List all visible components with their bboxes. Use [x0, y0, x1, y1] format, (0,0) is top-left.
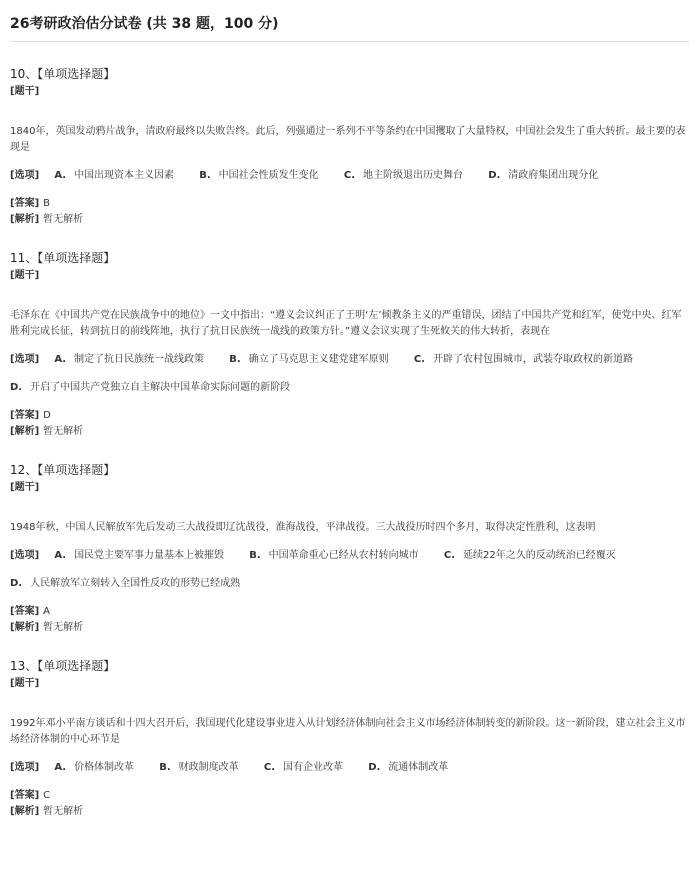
option-text: 延续22年之久的反动统治已经覆灭: [463, 550, 616, 561]
analysis-value: 暂无解析: [43, 806, 84, 817]
option-text: 中国革命重心已经从农村转向城市: [268, 550, 419, 561]
page-title: 26考研政治估分试卷 (共 38 题，100 分): [10, 0, 689, 42]
options-row-2: [10, 576, 689, 592]
answer-row: [10, 788, 689, 804]
option-letter: D.: [10, 578, 23, 589]
answer-label: [答案]: [10, 606, 40, 617]
analysis-value: 暂无解析: [43, 426, 84, 437]
answer-label: [答案]: [10, 410, 40, 421]
question-stem: 1992年邓小平南方谈话和十四大召开后，我国现代化建设事业进入从计划经济体制向社会主义市场经济体制转变的新阶段。这一新阶段，建立社会主义市场经济体制的中心环节是: [10, 718, 686, 745]
option-letter: A.: [54, 170, 67, 181]
option-letter: A.: [54, 550, 67, 561]
option-letter: A.: [54, 762, 67, 773]
option-text: 清政府集团出现分化: [508, 170, 599, 181]
option-text: 人民解放军立刻转入全国性反攻的形势已经成熟: [30, 578, 241, 589]
option-a: [54, 550, 224, 561]
question-item: [10, 66, 689, 228]
option-letter: D.: [10, 382, 23, 393]
option-b: [199, 170, 318, 181]
analysis-value: 暂无解析: [43, 214, 84, 225]
answer-label: [答案]: [10, 790, 40, 801]
option-text: 制定了抗日民族统一战线政策: [74, 354, 205, 365]
option-text: 中国出现资本主义因素: [74, 170, 175, 181]
question-heading: 11、【单项选择题】: [10, 251, 116, 265]
question-stem: 1948年秋，中国人民解放军先后发动三大战役即辽沈战役，淮海战役，平津战役。三大战役历时四个多月，取得决定性胜利，这表明: [10, 522, 596, 533]
options-label: [选项]: [10, 762, 40, 773]
option-b: [229, 354, 388, 365]
option-text: 确立了马克思主义建党建军原则: [248, 354, 389, 365]
options-row: [10, 760, 689, 776]
option-a: [54, 170, 174, 181]
answer-row: [10, 196, 689, 212]
option-c: [344, 170, 463, 181]
option-c: [444, 550, 616, 561]
analysis-row: [10, 424, 689, 440]
option-text: 国民党主要军事力量基本上被摧毁: [74, 550, 225, 561]
answer-row: [10, 408, 689, 424]
question-stem: 1840年，英国发动鸦片战争，清政府最终以失败告终。此后，列强通过一系列不平等条约在中国攫取了大量特权，中国社会发生了重大转折。最主要的表现是: [10, 126, 686, 153]
option-c: [264, 762, 343, 773]
answer-label: [答案]: [10, 198, 40, 209]
option-d: [10, 382, 290, 393]
option-letter: D.: [488, 170, 501, 181]
option-d: [368, 762, 448, 773]
stem-label: [题干]: [10, 86, 40, 97]
options-label: [选项]: [10, 354, 40, 365]
stem-label: [题干]: [10, 678, 40, 689]
option-text: 开辟了农村包围城市，武装夺取政权的新道路: [433, 354, 633, 365]
answer-value: D: [43, 410, 51, 421]
question-stem: 毛泽东在《中国共产党在民族战争中的地位》一文中指出：“遵义会议纠正了王明‘左’倾教条主义的严重错误，团结了中国共产党和红军，使党中央、红军胜利完成长征，转到抗日的前线阵地，执行了抗日民族统一战线的政策方针。”遵义会议实现了生死攸关的伟大转折，表现在: [10, 310, 682, 337]
options-row: [10, 352, 689, 368]
option-text: 财政制度改革: [178, 762, 239, 773]
analysis-row: [10, 804, 689, 820]
stem-label: [题干]: [10, 482, 40, 493]
question-heading: 13、【单项选择题】: [10, 659, 116, 673]
option-text: 价格体制改革: [74, 762, 135, 773]
analysis-label: [解析]: [10, 426, 40, 437]
option-letter: C.: [263, 762, 275, 773]
option-letter: B.: [199, 170, 211, 181]
option-letter: B.: [159, 762, 171, 773]
options-label: [选项]: [10, 170, 40, 181]
option-text: 中国社会性质发生变化: [218, 170, 319, 181]
option-a: [54, 354, 204, 365]
answer-value: B: [43, 198, 51, 209]
option-letter: C.: [413, 354, 425, 365]
options-row: [10, 168, 689, 184]
option-text: 流通体制改革: [388, 762, 449, 773]
option-letter: C.: [443, 550, 455, 561]
answer-row: [10, 604, 689, 620]
option-letter: B.: [249, 550, 261, 561]
option-b: [159, 762, 238, 773]
option-a: [54, 762, 134, 773]
answer-value: C: [43, 790, 51, 801]
option-d: [488, 170, 598, 181]
question-heading: 10、【单项选择题】: [10, 67, 116, 81]
question-item: [10, 658, 689, 820]
question-item: [10, 462, 689, 636]
options-row: [10, 548, 689, 564]
analysis-row: [10, 212, 689, 228]
option-letter: D.: [368, 762, 381, 773]
option-c: [414, 354, 633, 365]
analysis-label: [解析]: [10, 214, 40, 225]
question-item: [10, 250, 689, 440]
stem-label: [题干]: [10, 270, 40, 281]
option-d: [10, 578, 240, 589]
question-heading: 12、【单项选择题】: [10, 463, 116, 477]
option-b: [249, 550, 418, 561]
options-label: [选项]: [10, 550, 40, 561]
option-letter: B.: [229, 354, 241, 365]
option-text: 国有企业改革: [283, 762, 343, 773]
options-row-2: [10, 380, 689, 396]
analysis-label: [解析]: [10, 622, 40, 633]
option-letter: A.: [54, 354, 67, 365]
option-text: 地主阶级退出历史舞台: [363, 170, 463, 181]
analysis-label: [解析]: [10, 806, 40, 817]
answer-value: A: [43, 606, 50, 617]
option-letter: C.: [343, 170, 355, 181]
analysis-row: [10, 620, 689, 636]
analysis-value: 暂无解析: [43, 622, 84, 633]
option-text: 开启了中国共产党独立自主解决中国革命实际问题的新阶段: [30, 382, 291, 393]
